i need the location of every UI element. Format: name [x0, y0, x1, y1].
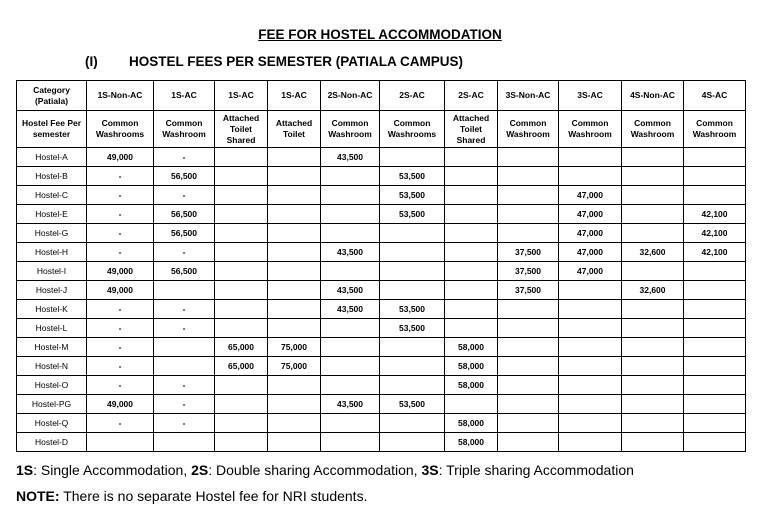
fee-cell	[268, 376, 321, 395]
fee-cell: -	[87, 224, 154, 243]
fee-cell	[380, 338, 445, 357]
fee-cell	[380, 262, 445, 281]
hostel-name-cell: Hostel-H	[17, 243, 87, 262]
note-label: NOTE:	[16, 488, 60, 504]
fee-cell: 53,500	[380, 167, 445, 186]
hostel-name-cell: Hostel-L	[17, 319, 87, 338]
fee-cell	[268, 243, 321, 262]
fee-cell	[321, 338, 380, 357]
section-heading	[85, 54, 463, 69]
fee-header: Hostel Fee Per semester	[17, 111, 87, 148]
legend-code: 1S	[16, 462, 34, 478]
fee-cell	[498, 433, 559, 452]
fee-cell: 32,600	[622, 243, 684, 262]
fee-cell	[215, 376, 268, 395]
fee-cell	[445, 224, 498, 243]
fee-cell	[559, 395, 622, 414]
fee-cell	[380, 281, 445, 300]
hostel-name-cell: Hostel-J	[17, 281, 87, 300]
fee-cell: 65,000	[215, 338, 268, 357]
fee-cell: -	[87, 319, 154, 338]
fee-cell: -	[154, 395, 215, 414]
hostel-name-cell: Hostel-B	[17, 167, 87, 186]
fee-cell	[684, 414, 746, 433]
fee-cell	[87, 433, 154, 452]
fee-cell	[380, 224, 445, 243]
category-header-cell: 2S-AC	[380, 81, 445, 111]
fee-cell	[215, 281, 268, 300]
fee-cell	[622, 205, 684, 224]
fee-cell: 53,500	[380, 186, 445, 205]
fee-cell	[622, 262, 684, 281]
fee-cell	[498, 148, 559, 167]
fee-cell: 58,000	[445, 414, 498, 433]
fee-cell: 43,500	[321, 395, 380, 414]
fee-cell	[268, 148, 321, 167]
category-header-cell: 2S-AC	[445, 81, 498, 111]
fee-cell	[622, 395, 684, 414]
hostel-name-cell: Hostel-D	[17, 433, 87, 452]
fee-cell	[445, 205, 498, 224]
hostel-name-cell: Hostel-O	[17, 376, 87, 395]
fee-cell: -	[154, 376, 215, 395]
category-header-cell: 4S-Non-AC	[622, 81, 684, 111]
fee-cell	[559, 167, 622, 186]
fee-cell	[445, 186, 498, 205]
fee-cell: 49,000	[87, 395, 154, 414]
fee-cell	[268, 395, 321, 414]
fee-cell	[215, 205, 268, 224]
fee-cell	[622, 148, 684, 167]
fee-cell: -	[87, 414, 154, 433]
fee-cell: 56,500	[154, 224, 215, 243]
fee-cell	[215, 186, 268, 205]
washroom-type-cell: Common Washroom	[622, 111, 684, 148]
section-title: HOSTEL FEES PER SEMESTER (PATIALA CAMPUS)	[129, 54, 464, 69]
legend-text: : Double sharing Accommodation,	[208, 462, 422, 478]
category-header-cell: 3S-AC	[559, 81, 622, 111]
fee-cell	[154, 357, 215, 376]
fee-cell	[215, 243, 268, 262]
category-header-row	[17, 81, 746, 111]
fee-cell	[321, 433, 380, 452]
fee-cell	[215, 395, 268, 414]
fee-cell	[154, 338, 215, 357]
fee-cell	[622, 338, 684, 357]
fee-cell	[380, 357, 445, 376]
table-row	[17, 205, 746, 224]
washroom-type-cell: Common Washrooms	[380, 111, 445, 148]
fee-cell: 75,000	[268, 357, 321, 376]
fee-cell	[321, 205, 380, 224]
fee-cell	[268, 262, 321, 281]
category-header-cell: 1S-AC	[215, 81, 268, 111]
fee-cell	[684, 357, 746, 376]
hostel-name-cell: Hostel-G	[17, 224, 87, 243]
fee-cell	[321, 414, 380, 433]
fee-cell: -	[87, 357, 154, 376]
fee-cell: 58,000	[445, 338, 498, 357]
fee-cell	[498, 357, 559, 376]
fee-cell	[559, 319, 622, 338]
fee-cell: -	[154, 300, 215, 319]
fee-cell	[268, 414, 321, 433]
fee-cell: -	[154, 148, 215, 167]
table-row	[17, 224, 746, 243]
fee-cell	[559, 433, 622, 452]
fee-cell: -	[87, 338, 154, 357]
fee-cell	[215, 319, 268, 338]
fee-cell: 42,100	[684, 205, 746, 224]
fee-cell	[268, 224, 321, 243]
fee-cell	[684, 338, 746, 357]
fee-cell	[684, 262, 746, 281]
washroom-type-cell: Common Washroom	[498, 111, 559, 148]
washroom-type-cell: Common Washroom	[559, 111, 622, 148]
fee-table-body	[17, 148, 746, 452]
category-header-cell: 3S-Non-AC	[498, 81, 559, 111]
fee-cell: -	[154, 243, 215, 262]
fee-cell	[380, 243, 445, 262]
fee-cell	[380, 414, 445, 433]
washroom-type-cell: Attached Toilet	[268, 111, 321, 148]
fee-cell	[559, 414, 622, 433]
fee-cell	[380, 148, 445, 167]
fee-cell	[498, 224, 559, 243]
fee-cell	[321, 357, 380, 376]
fee-cell	[622, 414, 684, 433]
fee-cell: -	[87, 376, 154, 395]
fee-cell: 58,000	[445, 433, 498, 452]
washroom-type-cell: Common Washrooms	[87, 111, 154, 148]
fee-cell	[215, 262, 268, 281]
fee-cell	[559, 338, 622, 357]
fee-cell	[445, 319, 498, 338]
hostel-name-cell: Hostel-E	[17, 205, 87, 224]
fee-cell: 53,500	[380, 300, 445, 319]
fee-cell	[559, 281, 622, 300]
page-title: FEE FOR HOSTEL ACCOMMODATION	[258, 27, 502, 42]
fee-cell	[215, 300, 268, 319]
fee-cell: 53,500	[380, 319, 445, 338]
hostel-name-cell: Hostel-PG	[17, 395, 87, 414]
fee-cell	[684, 433, 746, 452]
fee-cell: -	[87, 186, 154, 205]
fee-cell	[215, 148, 268, 167]
fee-cell	[684, 319, 746, 338]
fee-cell	[498, 205, 559, 224]
fee-cell: 37,500	[498, 262, 559, 281]
legend-code: 3S	[421, 462, 439, 478]
fee-cell	[684, 186, 746, 205]
washroom-header-row	[17, 111, 746, 148]
fee-cell	[154, 433, 215, 452]
fee-cell: 53,500	[380, 205, 445, 224]
fee-cell	[321, 376, 380, 395]
fee-cell: 49,000	[87, 262, 154, 281]
fee-cell	[215, 414, 268, 433]
fee-cell	[215, 224, 268, 243]
category-header-cell: 4S-AC	[684, 81, 746, 111]
fee-cell	[268, 167, 321, 186]
table-row	[17, 281, 746, 300]
fee-cell: 43,500	[321, 243, 380, 262]
washroom-type-cell: Common Washroom	[154, 111, 215, 148]
fee-cell	[268, 300, 321, 319]
fee-cell	[559, 300, 622, 319]
fee-cell: 43,500	[321, 281, 380, 300]
nri-note	[16, 488, 367, 504]
fee-cell: 37,500	[498, 281, 559, 300]
fee-cell	[559, 148, 622, 167]
category-header-cell: 1S-Non-AC	[87, 81, 154, 111]
fee-cell	[268, 186, 321, 205]
fee-cell	[622, 376, 684, 395]
fee-cell: -	[87, 167, 154, 186]
table-row	[17, 395, 746, 414]
table-row	[17, 319, 746, 338]
fee-cell	[622, 319, 684, 338]
fee-cell	[684, 281, 746, 300]
fee-cell: 56,500	[154, 205, 215, 224]
fee-cell	[215, 433, 268, 452]
fee-cell: 43,500	[321, 148, 380, 167]
hostel-name-cell: Hostel-N	[17, 357, 87, 376]
hostel-fee-table	[16, 80, 746, 452]
fee-cell: -	[154, 319, 215, 338]
fee-cell	[215, 167, 268, 186]
fee-cell	[445, 281, 498, 300]
fee-cell: 49,000	[87, 281, 154, 300]
fee-cell: 37,500	[498, 243, 559, 262]
table-row	[17, 243, 746, 262]
fee-cell	[559, 357, 622, 376]
fee-cell: 47,000	[559, 205, 622, 224]
fee-cell	[498, 319, 559, 338]
fee-cell	[498, 338, 559, 357]
category-header-cell: 1S-AC	[268, 81, 321, 111]
fee-cell	[321, 319, 380, 338]
fee-cell: 53,500	[380, 395, 445, 414]
fee-cell	[321, 224, 380, 243]
fee-cell: 56,500	[154, 167, 215, 186]
fee-cell	[622, 357, 684, 376]
fee-cell: -	[87, 243, 154, 262]
fee-cell	[622, 224, 684, 243]
accommodation-legend	[16, 462, 634, 478]
fee-cell	[498, 414, 559, 433]
hostel-name-cell: Hostel-C	[17, 186, 87, 205]
fee-cell: 58,000	[445, 376, 498, 395]
fee-cell: 42,100	[684, 243, 746, 262]
hostel-name-cell: Hostel-Q	[17, 414, 87, 433]
section-number: (I)	[85, 54, 98, 69]
fee-cell	[622, 186, 684, 205]
hostel-name-cell: Hostel-A	[17, 148, 87, 167]
washroom-type-cell: Attached Toilet Shared	[445, 111, 498, 148]
fee-cell	[268, 281, 321, 300]
fee-cell	[498, 186, 559, 205]
fee-cell: 47,000	[559, 224, 622, 243]
table-row	[17, 148, 746, 167]
fee-cell: 65,000	[215, 357, 268, 376]
fee-cell: 58,000	[445, 357, 498, 376]
fee-cell: 32,600	[622, 281, 684, 300]
fee-cell: 43,500	[321, 300, 380, 319]
washroom-type-cell: Common Washroom	[684, 111, 746, 148]
fee-cell: 47,000	[559, 262, 622, 281]
washroom-type-cell: Attached Toilet Shared	[215, 111, 268, 148]
fee-cell	[622, 300, 684, 319]
fee-cell	[498, 167, 559, 186]
fee-cell: -	[154, 414, 215, 433]
fee-cell	[445, 167, 498, 186]
table-row	[17, 338, 746, 357]
fee-cell	[559, 376, 622, 395]
fee-cell: 47,000	[559, 243, 622, 262]
fee-cell	[498, 395, 559, 414]
fee-cell	[268, 319, 321, 338]
fee-cell: 49,000	[87, 148, 154, 167]
fee-cell: -	[87, 300, 154, 319]
category-header-cell: 1S-AC	[154, 81, 215, 111]
fee-cell	[684, 395, 746, 414]
fee-cell	[684, 376, 746, 395]
table-row	[17, 414, 746, 433]
fee-cell: -	[87, 205, 154, 224]
table-row	[17, 300, 746, 319]
fee-cell: 42,100	[684, 224, 746, 243]
fee-cell: 47,000	[559, 186, 622, 205]
fee-cell	[268, 205, 321, 224]
fee-cell	[445, 300, 498, 319]
table-row	[17, 186, 746, 205]
fee-cell	[380, 376, 445, 395]
fee-cell: -	[154, 186, 215, 205]
legend-code: 2S	[191, 462, 209, 478]
fee-cell	[445, 148, 498, 167]
fee-cell	[445, 262, 498, 281]
table-row	[17, 433, 746, 452]
fee-cell: 75,000	[268, 338, 321, 357]
legend-text: : Triple sharing Accommodation	[438, 462, 634, 478]
hostel-name-cell: Hostel-M	[17, 338, 87, 357]
fee-cell	[445, 395, 498, 414]
fee-cell	[498, 300, 559, 319]
fee-cell	[622, 433, 684, 452]
table-row	[17, 262, 746, 281]
fee-cell	[622, 167, 684, 186]
fee-cell	[321, 262, 380, 281]
fee-cell	[684, 148, 746, 167]
fee-cell	[321, 186, 380, 205]
legend-text: : Single Accommodation,	[33, 462, 192, 478]
note-text: There is no separate Hostel fee for NRI students.	[59, 488, 368, 504]
fee-cell	[684, 167, 746, 186]
table-row	[17, 376, 746, 395]
category-header-cell: 2S-Non-AC	[321, 81, 380, 111]
fee-cell	[380, 433, 445, 452]
fee-cell	[268, 433, 321, 452]
fee-cell	[445, 243, 498, 262]
hostel-name-cell: Hostel-K	[17, 300, 87, 319]
fee-cell	[154, 281, 215, 300]
category-header: Category (Patiala)	[17, 81, 87, 111]
fee-cell	[498, 376, 559, 395]
fee-cell	[321, 167, 380, 186]
table-row	[17, 357, 746, 376]
fee-cell	[684, 300, 746, 319]
washroom-type-cell: Common Washroom	[321, 111, 380, 148]
hostel-name-cell: Hostel-I	[17, 262, 87, 281]
fee-cell: 56,500	[154, 262, 215, 281]
table-row	[17, 167, 746, 186]
